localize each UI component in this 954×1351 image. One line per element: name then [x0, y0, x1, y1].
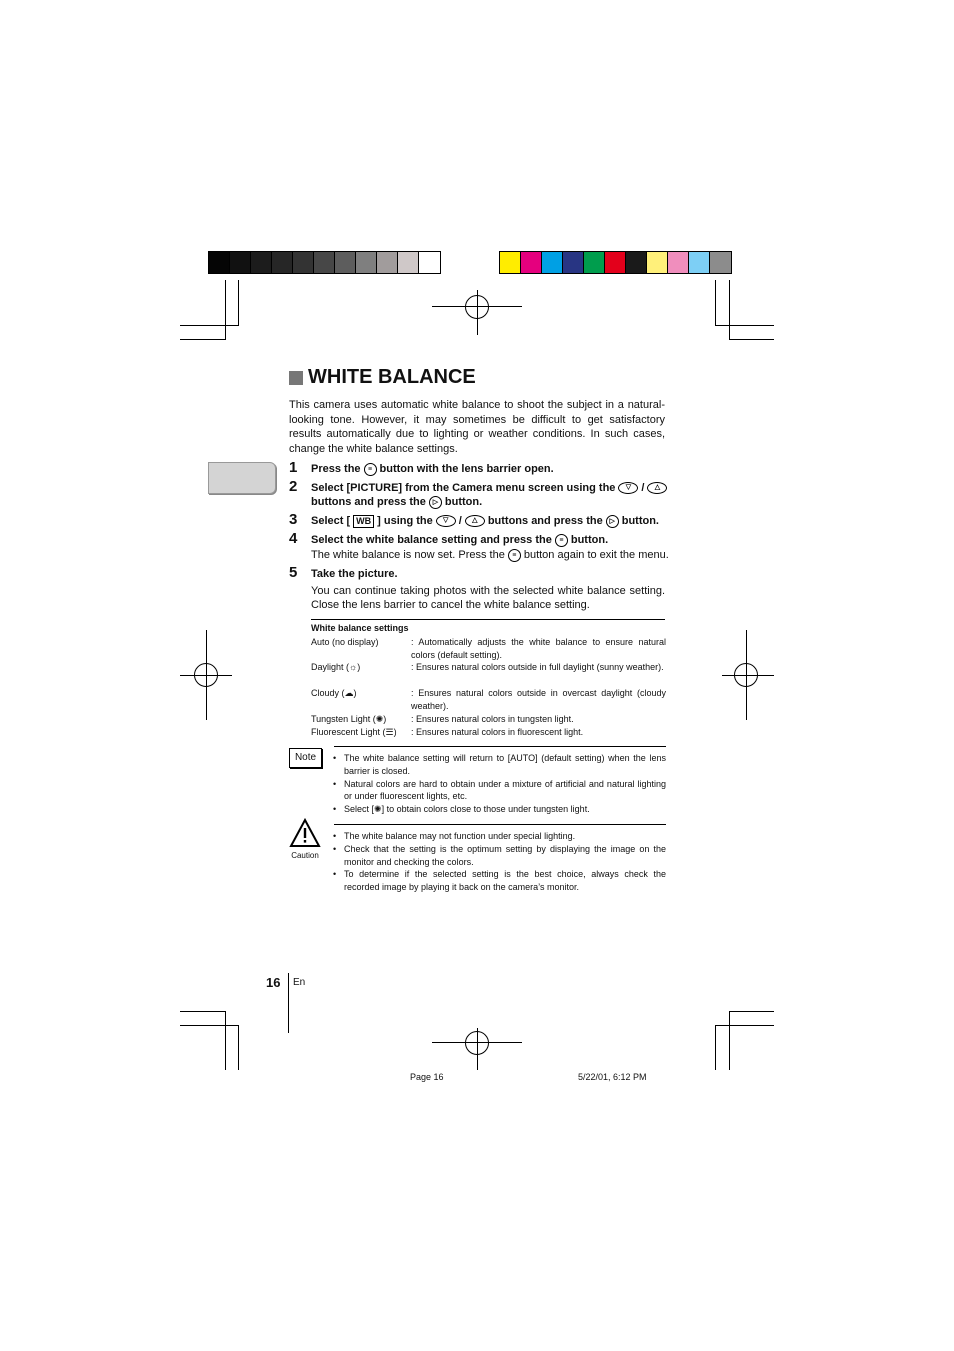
- caution-block: [289, 818, 321, 860]
- color-swatch: [668, 252, 689, 273]
- up-arrow-button-icon: △: [647, 482, 667, 494]
- cloud-icon: ☁: [344, 688, 354, 698]
- caution-label: Caution: [291, 851, 319, 860]
- settings-table: [311, 636, 666, 746]
- page-number-divider: [288, 973, 289, 1033]
- language-label: En: [293, 977, 306, 988]
- page-title: WHITE BALANCE: [289, 366, 476, 389]
- step-number: 5: [289, 564, 298, 581]
- menu-button-icon: ≡: [555, 534, 568, 547]
- color-swatch: [563, 252, 584, 273]
- footer-page: Page 16: [410, 1072, 444, 1082]
- menu-button-icon: ≡: [364, 463, 377, 476]
- setting-label: Tungsten Light (✺): [311, 714, 387, 724]
- color-swatch: [542, 252, 563, 273]
- right-arrow-button-icon: ▷: [429, 496, 442, 509]
- list-item: • Select [✺] to obtain colors close to those under tungsten light.: [333, 803, 666, 816]
- footer-timestamp: 5/22/01, 6:12 PM: [578, 1072, 647, 1082]
- setting-label: Fluorescent Light (☰): [311, 727, 397, 737]
- step-number: 2: [289, 478, 298, 495]
- note-divider: [334, 746, 666, 747]
- color-swatch: [251, 252, 272, 273]
- caution-icon: [289, 818, 321, 848]
- list-item: • Natural colors are hard to obtain under a mixture of artificial and natural lighting or under fluorescent lights, etc.: [333, 778, 666, 804]
- setting-desc: : Ensures natural colors outside in full daylight (sunny weather).: [411, 662, 664, 672]
- step-1-text: Press the ≡ button with the lens barrier open.: [311, 463, 554, 475]
- wb-icon: WB: [353, 515, 374, 528]
- note-icon: Note: [289, 748, 322, 768]
- tungsten-icon: ✺: [374, 804, 382, 815]
- step-number: 3: [289, 511, 298, 528]
- setting-label: Cloudy (☁): [311, 688, 357, 698]
- setting-desc: : Automatically adjusts the white balance to ensure natural colors (default setting).: [411, 637, 666, 660]
- menu-button-icon: ≡: [508, 549, 521, 562]
- process-color-bar: [499, 251, 732, 274]
- setting-desc: : Ensures natural colors in fluorescent light.: [411, 727, 584, 737]
- caution-list: [333, 830, 666, 894]
- list-item: • Check that the setting is the optimum setting by displaying the image on the monitor and checking the colors.: [333, 843, 666, 869]
- step-4-text: Select the white balance setting and press the ≡ button.: [311, 534, 609, 546]
- setting-desc: : Ensures natural colors outside in overcast daylight (cloudy weather).: [411, 688, 666, 711]
- right-arrow-button-icon: ▷: [606, 515, 619, 528]
- caution-divider: [334, 824, 666, 825]
- down-arrow-button-icon: ▽: [618, 482, 638, 494]
- color-swatch: [500, 252, 521, 273]
- color-swatch: [521, 252, 542, 273]
- color-swatch: [398, 252, 419, 273]
- setting-desc: : Ensures natural colors in tungsten light.: [411, 714, 574, 724]
- color-swatch: [335, 252, 356, 273]
- color-swatch: [230, 252, 251, 273]
- color-swatch: [314, 252, 335, 273]
- settings-heading: White balance settings: [311, 623, 409, 633]
- step-4-subtext: The white balance is now set. Press the ≡ button again to exit the menu.: [311, 549, 669, 561]
- step-5-text: Take the picture.: [311, 568, 398, 580]
- step-2-text: Select [PICTURE] from the Camera menu screen using the ▽ / △ buttons and press the ▷ button.: [311, 481, 671, 509]
- color-swatch: [689, 252, 710, 273]
- color-swatch: [272, 252, 293, 273]
- color-swatch: [626, 252, 647, 273]
- color-swatch: [647, 252, 668, 273]
- sun-icon: ☼: [349, 662, 358, 672]
- up-arrow-button-icon: △: [465, 515, 485, 527]
- list-item: • To determine if the selected setting is the best choice, always check the recorded image by playing it back on the camera’s monitor.: [333, 868, 666, 894]
- color-swatch: [293, 252, 314, 273]
- step-3-text: Select [ WB ] using the ▽ / △ buttons and press the ▷ button.: [311, 515, 659, 527]
- color-swatch: [209, 252, 230, 273]
- section-tab: [208, 462, 276, 494]
- step-number: 1: [289, 459, 298, 476]
- down-arrow-button-icon: ▽: [436, 515, 456, 527]
- color-swatch: [356, 252, 377, 273]
- step-number: 4: [289, 530, 298, 547]
- grayscale-color-bar: [208, 251, 441, 274]
- note-list: [333, 752, 666, 816]
- color-swatch: [584, 252, 605, 273]
- color-swatch: [377, 252, 398, 273]
- fluorescent-icon: ☰: [385, 727, 394, 737]
- page-number: 16: [266, 975, 281, 990]
- setting-label: Daylight (☼): [311, 662, 361, 672]
- step-5-subtext: You can continue taking photos with the selected white balance setting. Close the lens barrier to cancel the white balance setting.: [311, 585, 665, 611]
- list-item: • The white balance may not function under special lighting.: [333, 830, 666, 843]
- color-swatch: [605, 252, 626, 273]
- setting-label: Auto (no display): [311, 637, 379, 647]
- title-square-icon: [289, 371, 303, 385]
- color-swatch: [419, 252, 440, 273]
- tungsten-icon: ✺: [375, 714, 384, 724]
- divider: [311, 619, 665, 620]
- list-item: • The white balance setting will return to [AUTO] (default setting) when the lens barrier is closed.: [333, 752, 666, 778]
- color-swatch: [710, 252, 731, 273]
- intro-paragraph: This camera uses automatic white balance to shoot the subject in a natural-looking tone. However, it may sometimes be difficult to get satisfactory results automatically due to lighting or weather conditions. In such cases, change the white balance settings.: [289, 399, 665, 455]
